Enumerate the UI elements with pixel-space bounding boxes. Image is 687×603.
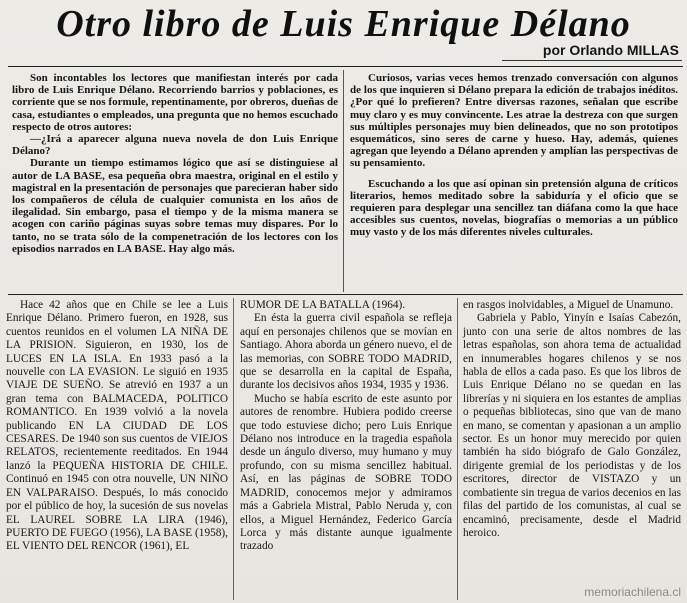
body-col3-paragraph-2: Gabriela y Pablo, Yinyín e Isaías Cabezón, junto con una serie de altos nombres de las letras españolas, son ahora tema de actualidad en innumerables hogares chilenos y se nos habla de ellos a cada paso. Es que los libros de Luis Enrique Délano no se quedan en las librerías y ni siquiera en los estantes de amplias o pequeñas bibliotecas, sino que van de mano en mano, se comentan y apasionan a un amplio sector. Es un honor muy merecido por quien también ha sido biógrafo de Galo González, dirigente gremial de los periodistas y de los escritores, director de VISTAZO y un combatiente sin tregua de varios decenios en las filas del partido de los comunistas, al cual se encaminó, precisamente, desde el Madrid heroico. (463, 312, 681, 539)
byline-underline (502, 60, 682, 61)
intro-left-paragraph-2: —¿Irá a aparecer alguna nueva novela de don Luis Enrique Délano? (12, 133, 338, 158)
body-column-divider-1 (233, 298, 234, 600)
body-column-2 (240, 299, 452, 554)
intro-column-divider (343, 70, 344, 292)
intro-right-paragraph-1: Curiosos, varias veces hemos trenzado conversación con algunos de los que inquieren si Délano prepara la edición de trabajos inéditos. ¿Por qué lo prefieren? Entre diversas razones, señalan que escribe muy claro y es muy convincente. Les atrae la destreza con que surgen sus múltiples personajes muy bien delineados, que no son prototipos esquemáticos, sino seres de carne y hueso. Hay, además, quienes agregan que leyendo a Délano aprenden y amplían las perspectivas de su pensamiento. (350, 72, 678, 170)
intro-column-right (350, 72, 678, 239)
article-title: Otro libro de Luis Enrique Délano (56, 3, 631, 45)
body-col2-paragraph-2: En ésta la guerra civil española se refleja aquí en personajes chilenos que se movían en Santiago. Ahora aborda un género nuevo, el de las memorias, con SOBRE TODO MADRID, que se desarrolla en la capital de España, durante los decisivos años 1934, 1935 y 1936. (240, 312, 452, 392)
intro-column-left (12, 72, 338, 255)
intro-right-paragraph-2: Escuchando a los que así opinan sin pretensión alguna de críticos literarios, hemos meditado sobre la sabiduría y el oficio que se requieren para desplegar una sencillez tan diáfana como la que hace accesibles sus cuentos, novelas, biografías o memorias a un público muy vasto y de los más diferentes niveles culturales. (350, 177, 678, 239)
body-col2-paragraph-3: Mucho se había escrito de este asunto por autores de renombre. Hubiera podido creerse que todo estuviese dicho; pero Luis Enrique Délano nos introduce en la tragedia española desde un ángulo diverso, muy humano y muy profundo, con su misma sencillez habitual. Así, en las páginas de SOBRE TODO MADRID, conocemos mejor y admiramos más a Gabriela Mistral, Pablo Neruda y, con ellos, a Miguel Hernández, Federico García Lorca y más distante aunque igualmente trazado (240, 392, 452, 553)
body-col1-paragraph-1: Hace 42 años que en Chile se lee a Luis Enrique Délano. Primero fueron, en 1928, sus cuentos reunidos en el volumen LA NIÑA DE LA PRISION. Siguieron, en 1930, los de LUCES EN LA ISLA. En 1933 pasó a la nouvelle con LA EVASION. Le siguió en 1935 VIAJE DE SUEÑO. Se atrevió en 1937 a un gran tema con BALMACEDA, POLITICO ROMANTICO. En 1939 volvió a la novela publicando EN LA CIUDAD DE LOS CESARES. De 1940 son sus cuentos de VIEJOS RELATOS, recientemente reeditados. En 1944 lanzó la PEQUEÑA HISTORIA DE CHILE. Continuó en 1945 con otra nouvelle, UN NIÑO EN VALPARAISO. Después, lo más conocido por el público de hoy, la sucesión de sus novelas EL LAUREL SOBRE LA LIRA (1946), PUERTO DE FUEGO (1956), LA BASE (1958), EL VIENTO DEL RENCOR (1961), EL (6, 299, 228, 553)
body-col3-paragraph-1: en rasgos inolvidables, a Miguel de Unamuno. (463, 299, 674, 311)
article-byline: por Orlando MILLAS (542, 42, 679, 58)
body-column-3 (463, 299, 681, 540)
top-divider (8, 66, 683, 67)
body-column-1 (6, 299, 228, 554)
body-column-divider-2 (457, 298, 458, 600)
body-col2-paragraph-1: RUMOR DE LA BATALLA (1964). (240, 299, 406, 311)
intro-left-paragraph-3: Durante un tiempo estimamos lógico que así se distinguiese al autor de LA BASE, esa pequeña obra maestra, original en el estilo y magistral en la presentación de personajes que parecieran haber sido los compañeros de célula de cualquier comunista en los años de ilegalidad. Sin embargo, pasa el tiempo y de la misma manera se acogen con cariño páginas suyas sobre temas muy dispares. Por lo tanto, no se trata sólo de la compenetración de los lectores con los episodios narrados en LA BASE. Hay algo más. (12, 157, 338, 255)
intro-left-paragraph-1: Son incontables los lectores que manifiestan interés por cada libro de Luis Enrique Délano. Recorriendo barrios y poblaciones, es corriente que se nos formule, repentinamente, por obreros, dueñas de casa, estudiantes o empleados, una pregunta que no hemos escuchado respecto de otros autores: (12, 72, 338, 133)
source-watermark: memoriachilena.cl (584, 585, 681, 599)
middle-divider (8, 294, 683, 295)
